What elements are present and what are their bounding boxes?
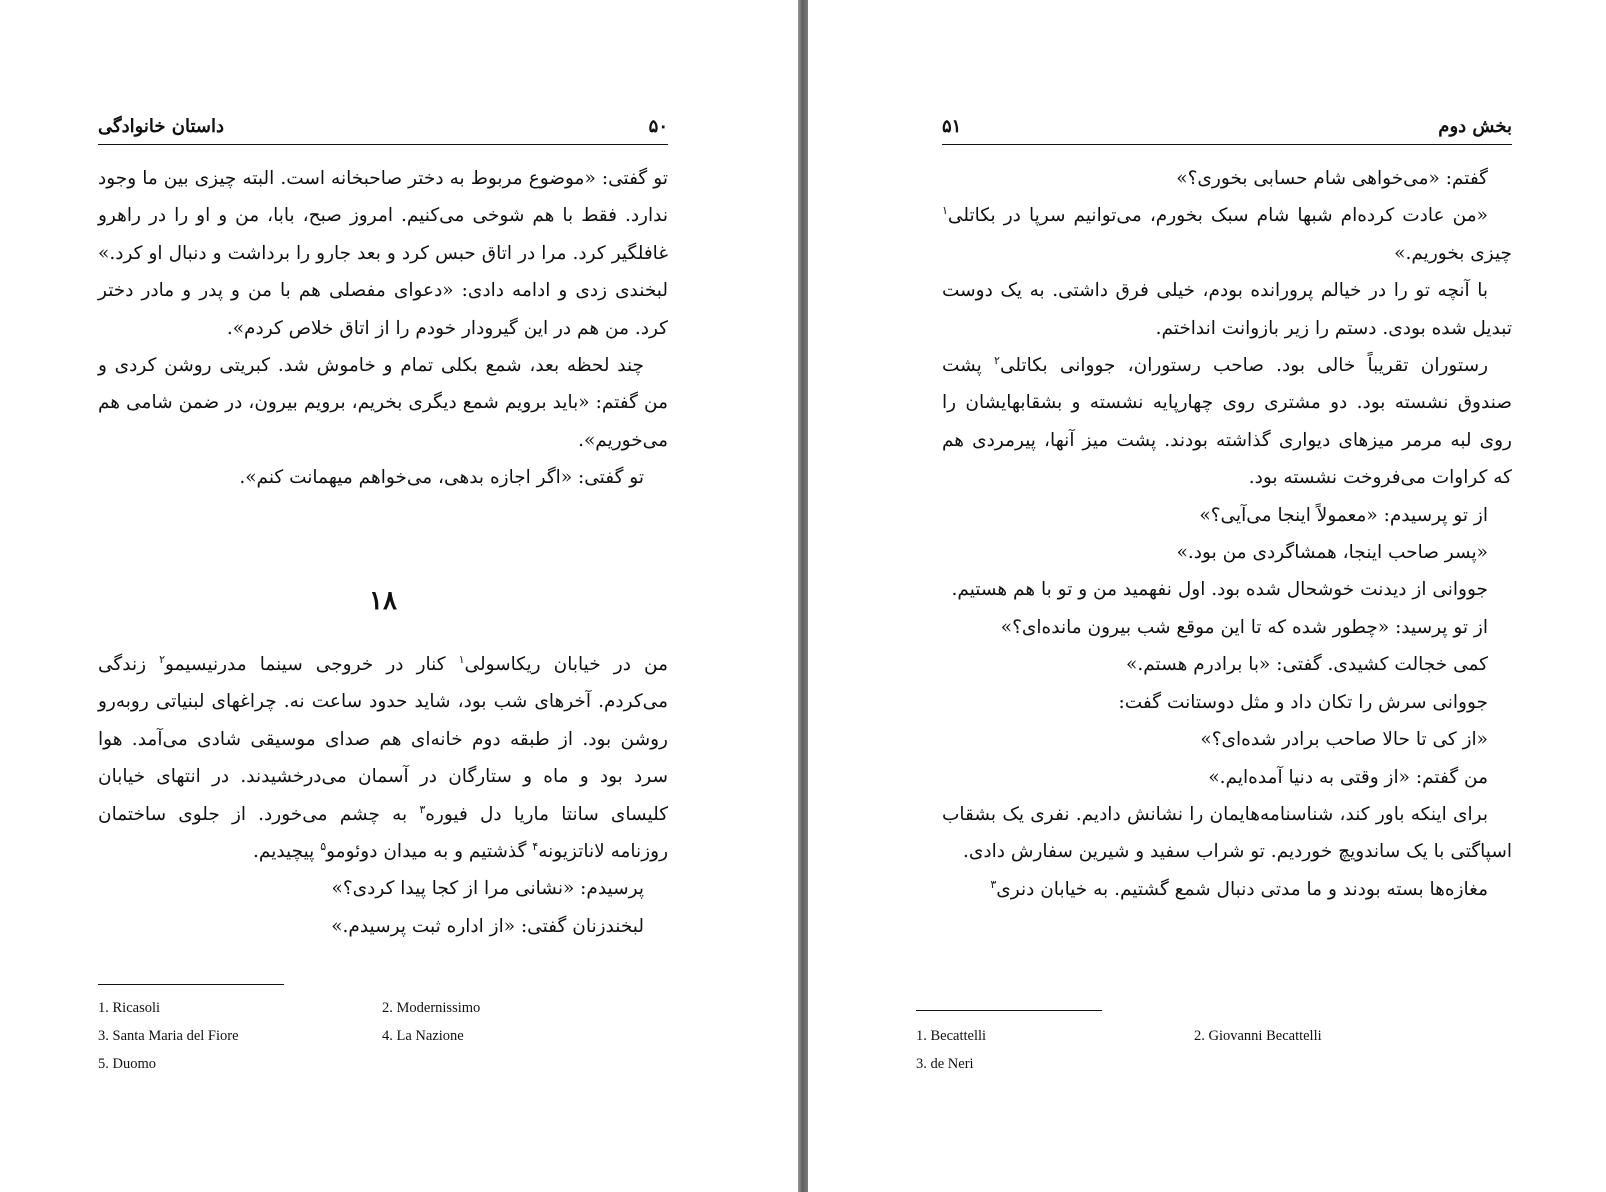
book-gutter	[798, 0, 808, 1192]
footnote-mark: ۱	[942, 204, 948, 218]
paragraph: جووانی سرش را تکان داد و مثل دوستانت گفت:	[1118, 691, 1488, 713]
paragraph	[98, 646, 668, 870]
footnote-mark: ۵	[320, 839, 327, 853]
running-title: بخش دوم	[1438, 116, 1512, 137]
text-run: زندگی می‌کردم. آخرهای شب بود، شاید حدود ساعت نه. چراغهای لبنیاتی روبه‌رو روشن بود. از طبقه دوم خانه‌ای هم صدای موسیقی شادی می‌آمد. هوا سرد بود و ماه و ستارگان در آسمان می‌درخشیدند. در انتهای خیابان کلیسای سانتا ماریا دل فیوره	[98, 654, 669, 825]
text-run: به چشم می‌خورد. از جلوی ساختمان روزنامه لاناتزیونه	[98, 803, 668, 863]
paragraph: از تو پرسید: «چطور شده که تا این موقع شب بیرون مانده‌ای؟»	[1000, 616, 1488, 638]
footnote: 1. Ricasoli	[98, 1000, 161, 1016]
page-header	[942, 114, 1512, 145]
paragraph	[942, 871, 1512, 908]
footnote-rule	[98, 984, 284, 985]
text-run: من در خیابان ریکاسولی	[464, 654, 669, 675]
body-text-chapter	[98, 646, 668, 945]
footnote-mark: ۲	[994, 353, 1000, 367]
paragraph: چند لحظه بعد، شمع بکلی تمام و خاموش شد. کبریتی روشن کردی و من گفتم: «باید برویم شمع دیگری بخریم، برویم بیرون، در ضمن شامی هم می‌خوریم».	[98, 355, 668, 451]
text-run: کنار در خروجی سینما مدرنیسیمو	[165, 654, 459, 675]
running-title: داستان خانوادگی	[98, 116, 225, 137]
paragraph: گفتم: «می‌خواهی شام حسابی بخوری؟»	[1176, 168, 1488, 189]
footnote-mark: ۳	[419, 802, 426, 816]
paragraph: جووانی از دیدنت خوشحال شده بود. اول نفهمید من و تو با هم هستیم.	[951, 579, 1488, 601]
chapter-number: ۱۸	[369, 586, 397, 616]
footnote-rule	[916, 1010, 1102, 1011]
paragraph: من گفتم: «از وقتی به دنیا آمده‌ایم.»	[1208, 766, 1488, 788]
text-run: پیچیدیم.	[253, 841, 321, 863]
footnote-mark: ۴	[532, 839, 539, 853]
footnote: 4. La Nazione	[382, 1028, 464, 1044]
paragraph: «پسر صاحب اینجا، همشاگردی من بود.»	[1176, 542, 1488, 564]
footnote: 5. Duomo	[98, 1056, 156, 1072]
footnote-mark: ۳	[990, 877, 997, 891]
text-run: «من عادت کرده‌ام شبها شام سبک بخورم، می‌توانیم سرپا در بکاتلی	[947, 205, 1488, 227]
text-run: پشت صندوق نشسته بود. دو مشتری روی چهارپایه نشسته و بشقابهایشان را روی لبه مرمر میزهای دیواری گذاشته بودند. پشت میز آنها، پیرمردی هم که کراوات می‌فروخت نشسته بود.	[942, 355, 1512, 489]
paragraph	[942, 197, 1512, 272]
text-run: رستوران تقریباً خالی بود. صاحب رستوران، جووانی بکاتلی	[999, 355, 1489, 377]
footnote: 3. Santa Maria del Fiore	[98, 1028, 239, 1044]
paragraph	[942, 347, 1512, 497]
paragraph: با آنچه تو را در خیالم پرورانده بودم، خیلی فرق داشتی. به یک دوست تبدیل شده بودی. دستم را زیر بازوانت انداختم.	[942, 280, 1512, 339]
page-header	[98, 114, 668, 145]
paragraph: لبخندزنان گفتی: «از اداره ثبت پرسیدم.»	[331, 915, 644, 937]
footnote: 3. de Neri	[916, 1056, 974, 1072]
paragraph: پرسیدم: «نشانی مرا از کجا پیدا کردی؟»	[331, 878, 644, 900]
paragraph: کمی خجالت کشیدی. گفتی: «با برادرم هستم.»	[1126, 654, 1488, 676]
text-run: گذشتیم و به میدان دوئومو	[326, 841, 533, 863]
paragraph: از تو پرسیدم: «معمولاً اینجا می‌آیی؟»	[1199, 504, 1488, 526]
body-text	[942, 160, 1512, 908]
paragraph: تو گفتی: «موضوع مربوط به دختر صاحبخانه است. البته چیزی بین ما وجود ندارد. فقط با هم شوخی می‌کنیم. امروز صبح، بابا، من و او را در راهرو غافلگیر کرد. مرا در اتاق حبس کرد و بعد جارو را برداشت و دنبال او کرد.» لبخندی زدی و ادامه دادی: «دعوای مفصلی هم با من و پدر و مادر دختر کرد. من هم در این گیرودار خودم را از اتاق خلاص کردم».	[98, 168, 668, 339]
text-run: چیزی بخوریم.»	[1394, 242, 1512, 264]
paragraph: تو گفتی: «اگر اجازه بدهی، می‌خواهم میهمانت کنم».	[239, 467, 644, 489]
footnote-mark: ۲	[159, 652, 166, 666]
paragraph: «از کی تا حالا صاحب برادر شده‌ای؟»	[1200, 729, 1488, 751]
body-text-top	[98, 160, 668, 497]
page-number: ۵۰	[648, 116, 668, 137]
page-number: ۵۱	[942, 116, 962, 137]
paragraph: برای اینکه باور کند، شناسنامه‌هایمان را نشانش دادیم. نفری یک بشقاب اسپاگتی با یک ساندویچ خوردیم. تو شراب سفید و شیرین سفارش دادی.	[942, 803, 1512, 863]
footnote: 1. Becattelli	[916, 1028, 987, 1044]
footnote: 2. Giovanni Becattelli	[1194, 1028, 1322, 1044]
text-run: مغازه‌ها بسته بودند و ما مدتی دنبال شمع گشتیم. به خیابان دنری	[996, 878, 1488, 900]
footnote: 2. Modernissimo	[382, 1000, 481, 1016]
left-page	[0, 0, 798, 1192]
right-page	[808, 0, 1606, 1192]
footnote-mark: ۱	[458, 652, 465, 666]
